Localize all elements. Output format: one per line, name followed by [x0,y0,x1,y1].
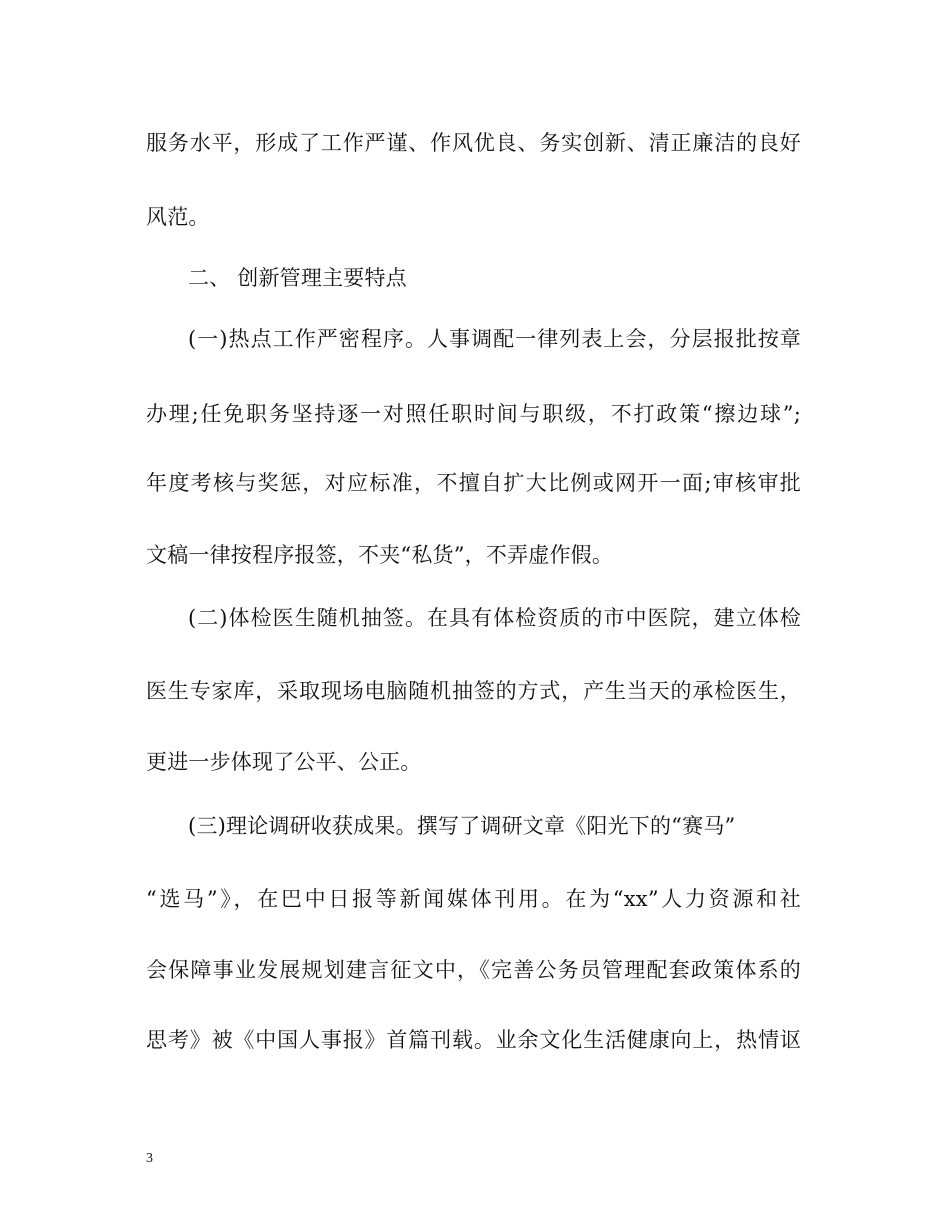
page-number: 3 [146,1151,153,1166]
text-line: 医生专家库，采取现场电脑随机抽签的方式，产生当天的承检医生， [146,679,801,703]
text-line: 文稿一律按程序报签，不夹“私货”，不弄虚作假。 [146,543,614,567]
text-line: 服务水平，形成了工作严谨、作风优良、务实创新、清正廉洁的良好 [146,131,801,155]
text-line: 风范。 [146,205,210,229]
text-line: (二)体检医生随机抽签。在具有体检资质的市中医院，建立体检 [188,606,801,630]
text-line: 年度考核与奖惩，对应标准，不擅自扩大比例或网开一面;审核审批 [146,471,801,495]
text-line: (一)热点工作严密程序。人事调配一律列表上会，分层报批按章 [188,327,801,351]
text-line: 办理;任免职务坚持逐一对照任职时间与职级，不打政策“擦边球”; [146,402,801,426]
text-line: (三)理论调研收获成果。撰写了调研文章《阳光下的“赛马” [188,814,736,838]
text-line: “选马”》，在巴中日报等新闻媒体刊用。在为“xx”人力资源和社 [146,887,801,911]
section-heading: 二、 创新管理主要特点 [188,266,407,290]
text-line: 更进一步体现了公平、公正。 [146,750,422,774]
text-line: 思考》被《中国人事报》首篇刊载。业余文化生活健康向上，热情讴 [146,1028,801,1052]
text-line: 会保障事业发展规划建言征文中，《完善公务员管理配套政策体系的 [146,958,801,982]
